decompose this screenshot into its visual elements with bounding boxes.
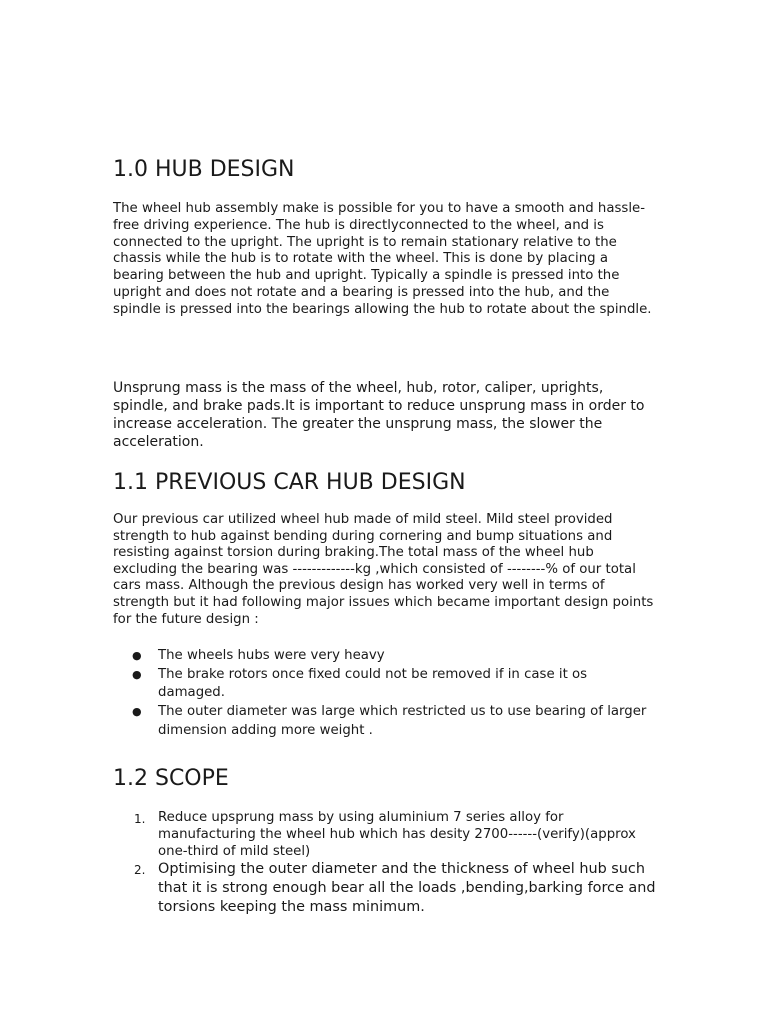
list-number: 1. <box>134 812 146 826</box>
list-item: ● The outer diameter was large which restricted us to use bearing of larger dimension adding more weight . <box>132 704 647 738</box>
list-number: 2. <box>134 863 146 878</box>
hub-intro-text: The wheel hub assembly make is possible for you to have a smooth and hassle-free driving experience. The hub is directlyconnected to the wheel, and is connected to the upright. The upright is to remain stationary relative to the chassis while the hub is to rotate with the wheel. This is done by placing a bearing between the hub and upright. Typically a spindle is pressed into the upright and does not rotate and a bearing is pressed into the hub, and the spindle is pressed into the bearings allowing the hub to rotate about the spindle. <box>113 201 652 317</box>
scope-numbered-list <box>113 810 658 917</box>
bullet-icon: ● <box>132 668 142 682</box>
bullet-icon: ● <box>132 705 142 719</box>
list-item: ● The brake rotors once fixed could not be removed if in case it os damaged. <box>132 667 588 701</box>
heading-previous-design: 1.1 PREVIOUS CAR HUB DESIGN <box>113 470 466 495</box>
issues-bullet-list <box>113 647 658 741</box>
heading-scope: 1.2 SCOPE <box>113 766 229 791</box>
list-item: 2. Optimising the outer diameter and the thickness of wheel hub such that it is strong enough bear all the loads ,bending,barking force and torsions keeping the mass minimum. <box>134 861 656 915</box>
list-item: 1. Reduce upsprung mass by using aluminium 7 series alloy for manufacturing the wheel hub which has desity 2700------(verify)(approx one-third of mild steel) <box>134 810 636 859</box>
paragraph-previous-design: Our previous car utilized wheel hub made of mild steel. Mild steel provided strength to hub against bending during cornering and bump situations and resisting against torsion during braking.The total mass of the wheel hub excluding the bearing was -------------kg ,which consisted of --------% of our total cars mass. Although the previous design has worked very well in terms of strength but it had following major issues which became important design points for the future design : <box>113 512 654 627</box>
paragraph-hub-intro-start <box>113 201 658 319</box>
heading-hub-design: 1.0 HUB DESIGN <box>113 157 295 182</box>
bullet-icon: ● <box>132 649 142 662</box>
list-item: ● The wheels hubs were very heavy <box>113 647 658 665</box>
paragraph-unsprung-mass: Unsprung mass is the mass of the wheel, hub, rotor, caliper, uprights, spindle, and brake pads.It is important to reduce unsprung mass in order to increase acceleration. The greater the unsprung mass, the slower the acceleration. <box>113 380 645 450</box>
